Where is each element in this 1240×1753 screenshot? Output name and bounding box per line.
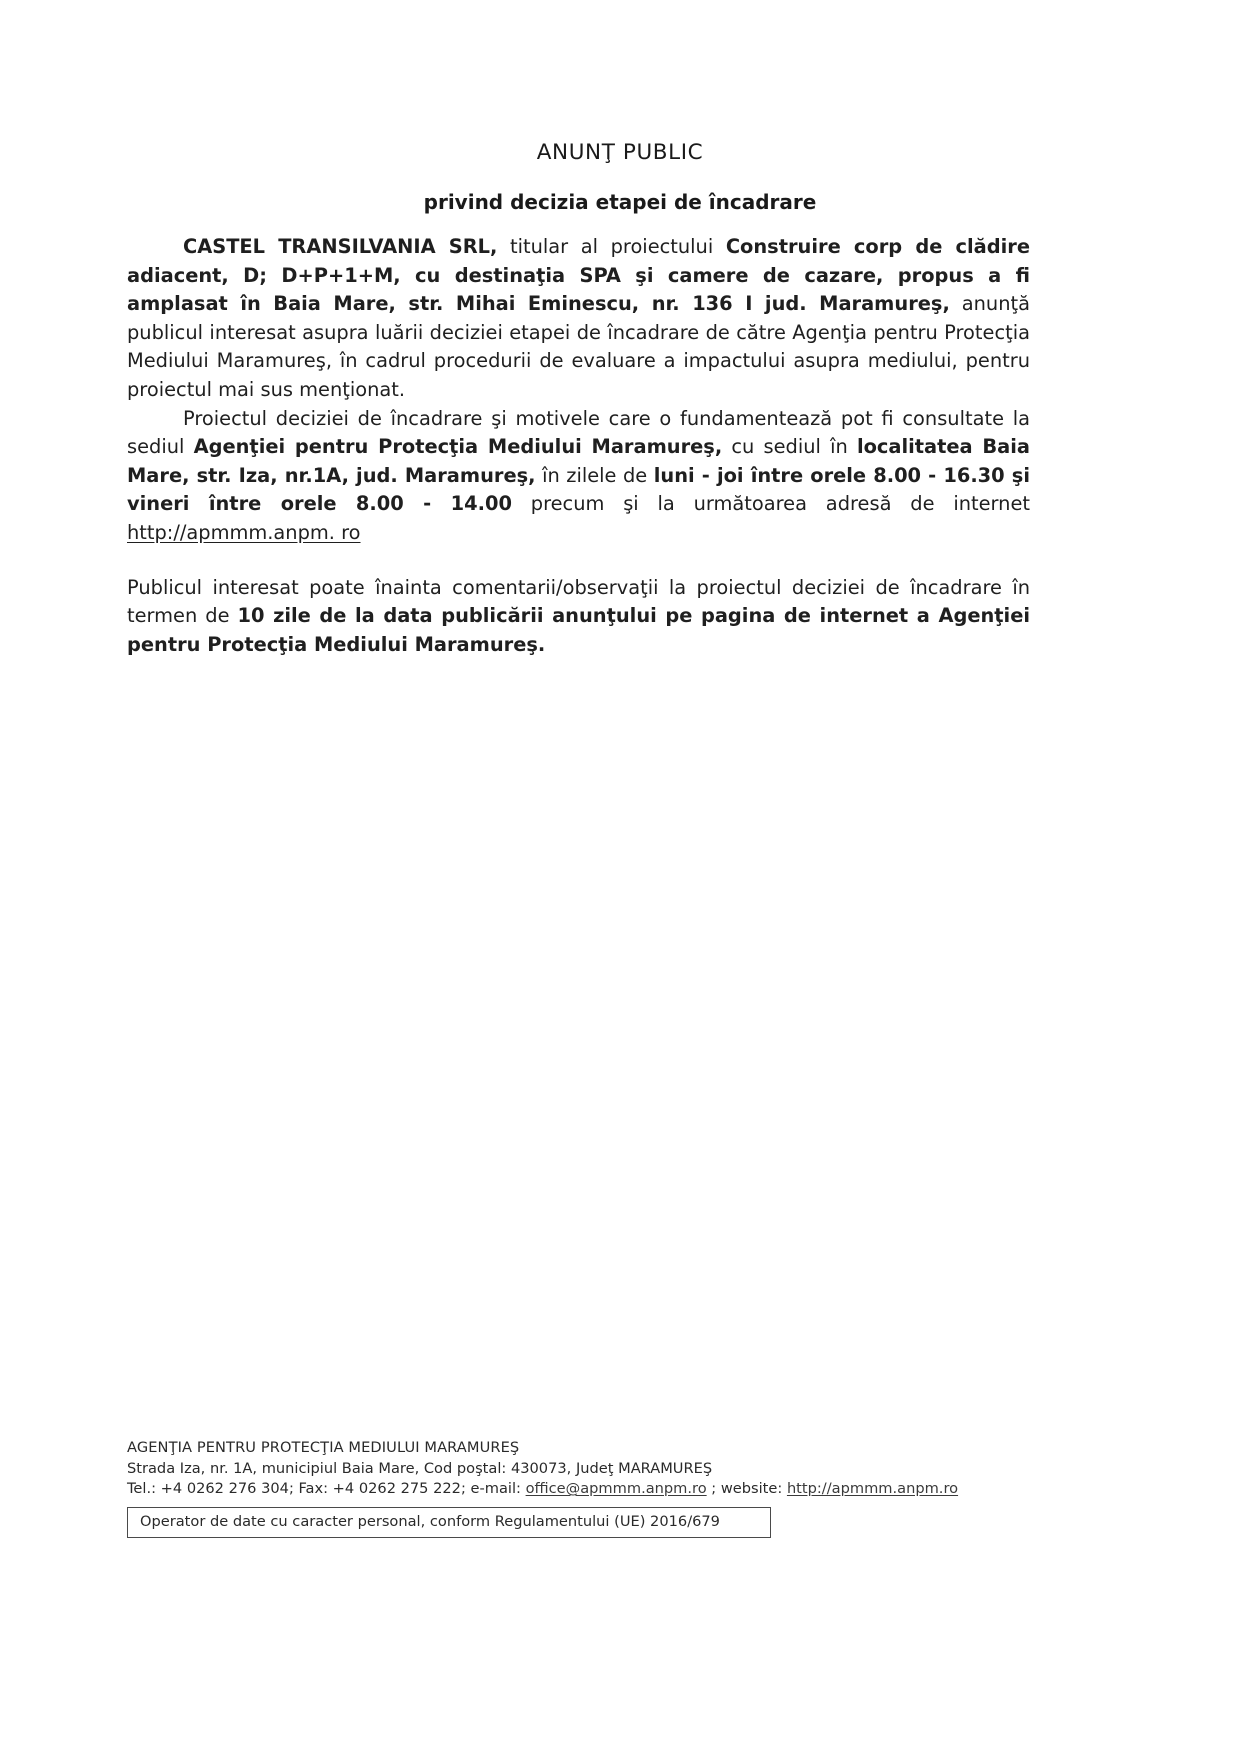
company-name: CASTEL TRANSILVANIA SRL, [183,235,498,258]
footer-email-link[interactable]: office@apmmm.anpm.ro [525,1480,707,1497]
p1-text-tail: anunţă publicul interesat asupra luării deciziei etapei de încadrare de către Agenţia pentru Protecţia Mediului Maramureş, în cadrul procedurii de evaluare a impactului asupra mediului, pentru proiectul mai sus menţionat. [127,292,1030,401]
p2-text-lead: Proiectul deciziei de încadrare şi motivele care o fundamentează pot fi consultate la sediul [127,406,1030,459]
agency-address: localitatea Baia Mare, str. Iza, nr.1A, jud. Maramureş, [127,435,1030,487]
office-hours: luni - joi între orele 8.00 - 16.30 şi vineri între orele 8.00 - 14.00 [127,463,1030,516]
page-footer [127,1438,1077,1538]
footer-website-link[interactable]: http://apmmm.anpm.ro [786,1480,959,1497]
p2-text-internet: precum şi la următoarea adresă de internet [511,492,1030,516]
p2-text-seat: cu sediul în [722,435,857,459]
footer-address: Strada Iza, nr. 1A, municipiul Baia Mare, Cod poştal: 430073, Judeţ MARAMUREŞ [127,1459,713,1477]
apm-website-link[interactable]: http://apmmm.anpm. ro [127,520,361,544]
project-description: Construire corp de clădire adiacent, D; D+P+1+M, cu destinaţia SPA şi camere de cazare, propus a fi amplasat în Baia Mare, str. Mihai Eminescu, nr. 136 I jud. Maramureş, [127,235,1031,316]
p2-text-days: în zilele de [535,463,654,487]
footer-agency-name: AGENŢIA PENTRU PROTECŢIA MEDIULUI MARAMUREŞ [127,1439,520,1456]
agency-name: Agenţiei pentru Protecţia Mediului Maramureş, [193,435,723,459]
footer-phone-fax: Tel.: +4 0262 276 304; Fax: +4 0262 275 222; e-mail: [127,1480,526,1497]
p3-text-lead: Publicul interesat poate înainta comentarii/observaţii la proiectul deciziei de încadrare în termen de [127,575,1030,628]
document-body [127,233,1030,659]
p1-text-titular: titular al proiectului [497,235,726,258]
comment-deadline: 10 zile de la data publicării anunţului pe pagina de internet a Agenţiei pentru Protecţia Mediului Maramureş. [127,604,1031,656]
page-title: ANUNŢ PUBLIC [536,140,704,165]
footer-contact [127,1479,1077,1500]
gdpr-notice: Operator de date cu caracter personal, conform Regulamentului (UE) 2016/679 [127,1507,771,1538]
paragraph-two [127,405,1030,548]
paragraph-one [127,233,1030,405]
page-subtitle: privind decizia etapei de încadrare [423,190,817,214]
footer-website-label: ; website: [706,1480,787,1497]
paragraph-three [127,574,1030,660]
